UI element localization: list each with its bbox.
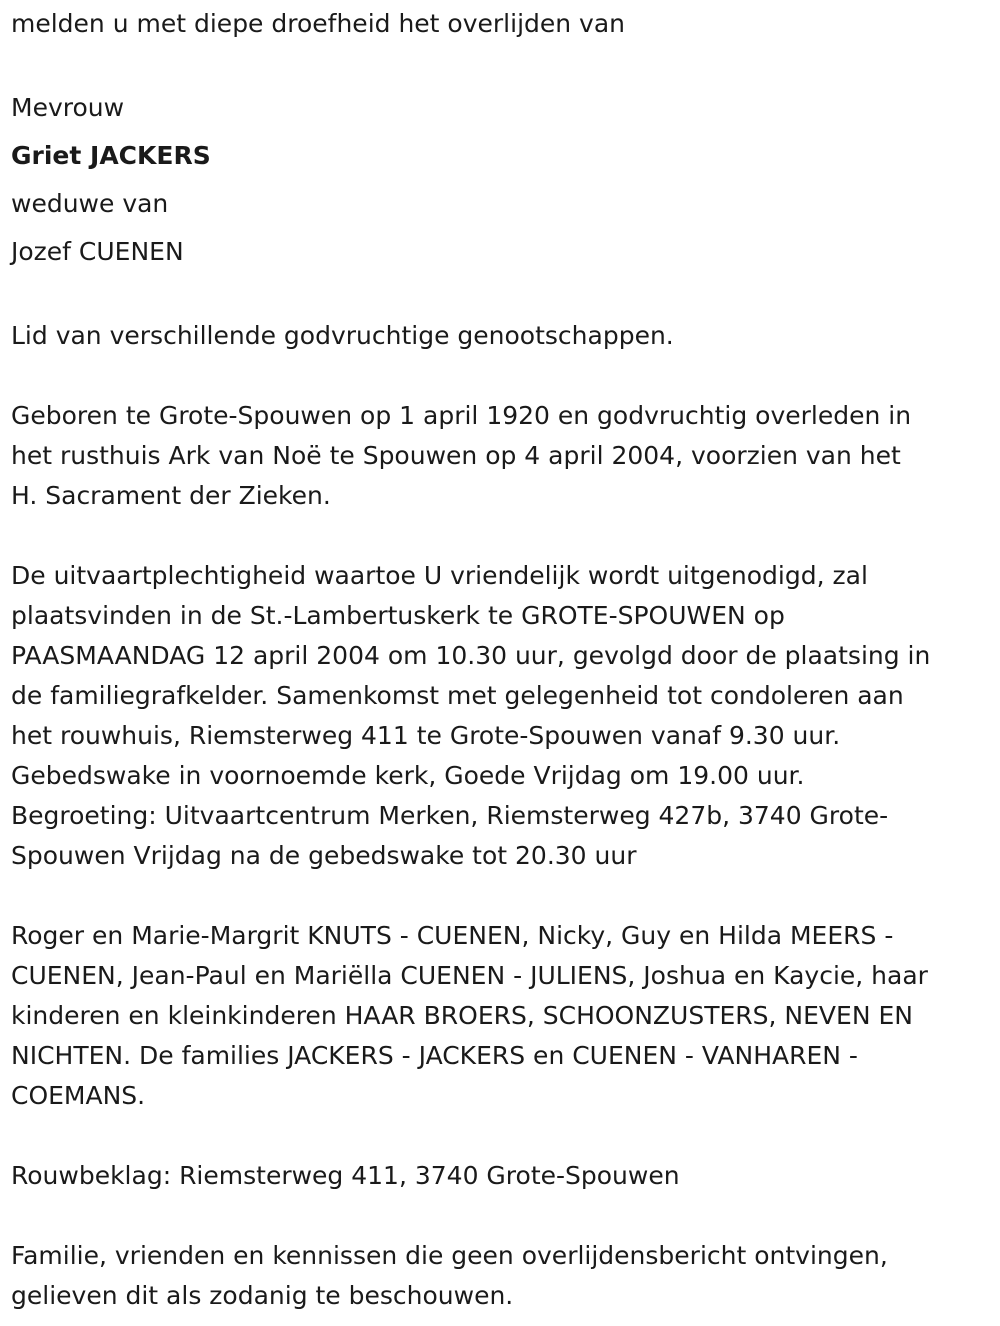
paragraph-line: het rusthuis Ark van Noë te Spouwen op 4 april 2004, voorzien van het — [11, 441, 901, 470]
spacer — [11, 276, 986, 316]
paragraph-line: Geboren te Grote-Spouwen op 1 april 1920 en godvruchtig overleden in — [11, 401, 912, 430]
paragraph-line: Begroeting: Uitvaartcentrum Merken, Riemsterweg 427b, 3740 Grote- — [11, 801, 889, 830]
spacer — [11, 1116, 986, 1156]
paragraph-line: De uitvaartplechtigheid waartoe U vriendelijk wordt uitgenodigd, zal — [11, 561, 868, 590]
spacer — [11, 516, 986, 556]
paragraph-line: het rouwhuis, Riemsterweg 411 te Grote-Spouwen vanaf 9.30 uur. — [11, 721, 841, 750]
deceased-block — [11, 84, 986, 276]
spacer — [11, 356, 986, 396]
obituary-notice — [11, 4, 986, 1316]
paragraph-line: Gebedswake in voornoemde kerk, Goede Vrijdag om 19.00 uur. — [11, 761, 805, 790]
membership-text: Lid van verschillende godvruchtige genootschappen. — [11, 321, 674, 350]
paragraph-line: H. Sacrament der Zieken. — [11, 481, 331, 510]
paragraph-line: PAASMAANDAG 12 april 2004 om 10.30 uur, gevolgd door de plaatsing in — [11, 641, 931, 670]
family-paragraph — [11, 916, 986, 1116]
paragraph-line: plaatsvinden in de St.-Lambertuskerk te GROTE-SPOUWEN op — [11, 601, 785, 630]
closing-paragraph — [11, 1236, 986, 1316]
spacer — [11, 44, 986, 84]
honorific: Mevrouw — [11, 93, 125, 122]
spacer — [11, 876, 986, 916]
paragraph-line: CUENEN, Jean-Paul en Mariëlla CUENEN - JULIENS, Joshua en Kaycie, haar — [11, 961, 928, 990]
funeral-paragraph — [11, 556, 986, 876]
deceased-name: Griet JACKERS — [11, 141, 211, 170]
paragraph-line: NICHTEN. De families JACKERS - JACKERS en CUENEN - VANHAREN - — [11, 1041, 858, 1070]
paragraph-line: Spouwen Vrijdag na de gebedswake tot 20.30 uur — [11, 841, 637, 870]
paragraph-line: COEMANS. — [11, 1081, 146, 1110]
paragraph-line: kinderen en kleinkinderen HAAR BROERS, SCHOONZUSTERS, NEVEN EN — [11, 1001, 913, 1030]
intro-text: melden u met diepe droefheid het overlijden van — [11, 9, 626, 38]
paragraph-line: Roger en Marie-Margrit KNUTS - CUENEN, Nicky, Guy en Hilda MEERS - — [11, 921, 894, 950]
relation-text: weduwe van — [11, 189, 169, 218]
paragraph-line: Familie, vrienden en kennissen die geen overlijdensbericht ontvingen, — [11, 1241, 888, 1270]
birth-death-paragraph — [11, 396, 986, 516]
mourning-address: Rouwbeklag: Riemsterweg 411, 3740 Grote-Spouwen — [11, 1161, 680, 1190]
spouse-name: Jozef CUENEN — [11, 237, 184, 266]
paragraph-line: de familiegrafkelder. Samenkomst met gelegenheid tot condoleren aan — [11, 681, 904, 710]
paragraph-line: gelieven dit als zodanig te beschouwen. — [11, 1281, 514, 1310]
spacer — [11, 1196, 986, 1236]
